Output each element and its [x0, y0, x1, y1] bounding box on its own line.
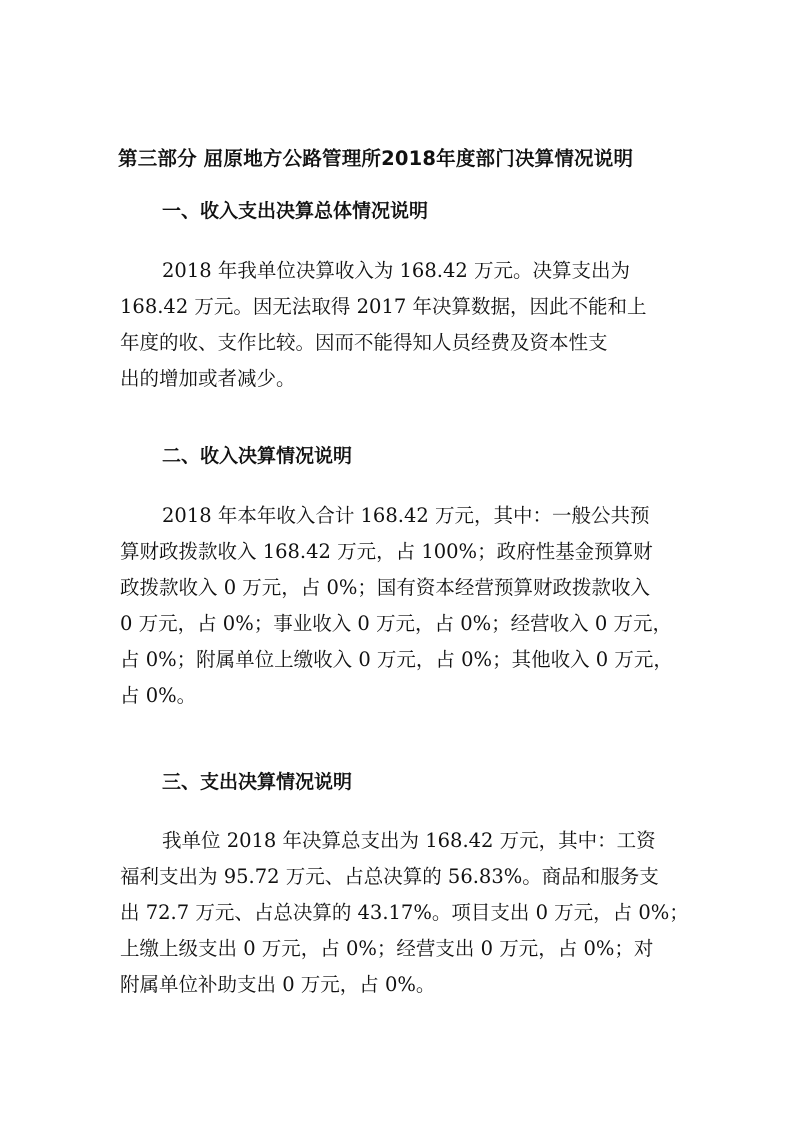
section-heading-expense: 三、支出决算情况说明 [162, 771, 353, 793]
section-paragraph-expense [120, 823, 689, 1003]
paragraph-line: 我单位 2018 年决算总支出为 168.42 万元，其中：工资 [162, 829, 656, 852]
paragraph-line: 2018 年我单位决算收入为 168.42 万元。决算支出为 [162, 259, 630, 282]
section-paragraph-income-expense-overview [120, 253, 680, 397]
paragraph-line: 168.42 万元。因无法取得 2017 年决算数据，因此不能和上 [120, 295, 647, 318]
paragraph-line: 福利支出为 95.72 万元、占总决算的 56.83%。商品和服务支 [120, 865, 659, 888]
paragraph-line: 0 万元，占 0%；事业收入 0 万元，占 0%；经营收入 0 万元， [120, 612, 672, 635]
section-heading-income: 二、收入决算情况说明 [162, 445, 353, 467]
paragraph-line: 占 0%；附属单位上缴收入 0 万元，占 0%；其他收入 0 万元， [120, 648, 673, 671]
paragraph-line: 附属单位补助支出 0 万元，占 0%。 [120, 973, 436, 996]
paragraph-line: 政拨款收入 0 万元，占 0%；国有资本经营预算财政拨款收入 [120, 576, 650, 599]
section-paragraph-income [120, 498, 680, 714]
document-title: 第三部分 屈原地方公路管理所2018年度部门决算情况说明 [118, 147, 634, 170]
paragraph-line: 算财政拨款收入 168.42 万元，占 100%；政府性基金预算财 [120, 540, 653, 563]
paragraph-line: 出 72.7 万元、占总决算的 43.17%。项目支出 0 万元，占 0%； [120, 901, 689, 924]
section-heading-income-expense-overview: 一、收入支出决算总体情况说明 [162, 200, 429, 222]
paragraph-line: 上缴上级支出 0 万元，占 0%；经营支出 0 万元，占 0%；对 [120, 937, 654, 960]
paragraph-line: 2018 年本年收入合计 168.42 万元，其中：一般公共预 [162, 504, 650, 527]
paragraph-line: 年度的收、支作比较。因而不能得知人员经费及资本性支 [120, 331, 608, 354]
paragraph-line: 出的增加或者减少。 [120, 367, 296, 390]
paragraph-line: 占 0%。 [120, 684, 197, 707]
